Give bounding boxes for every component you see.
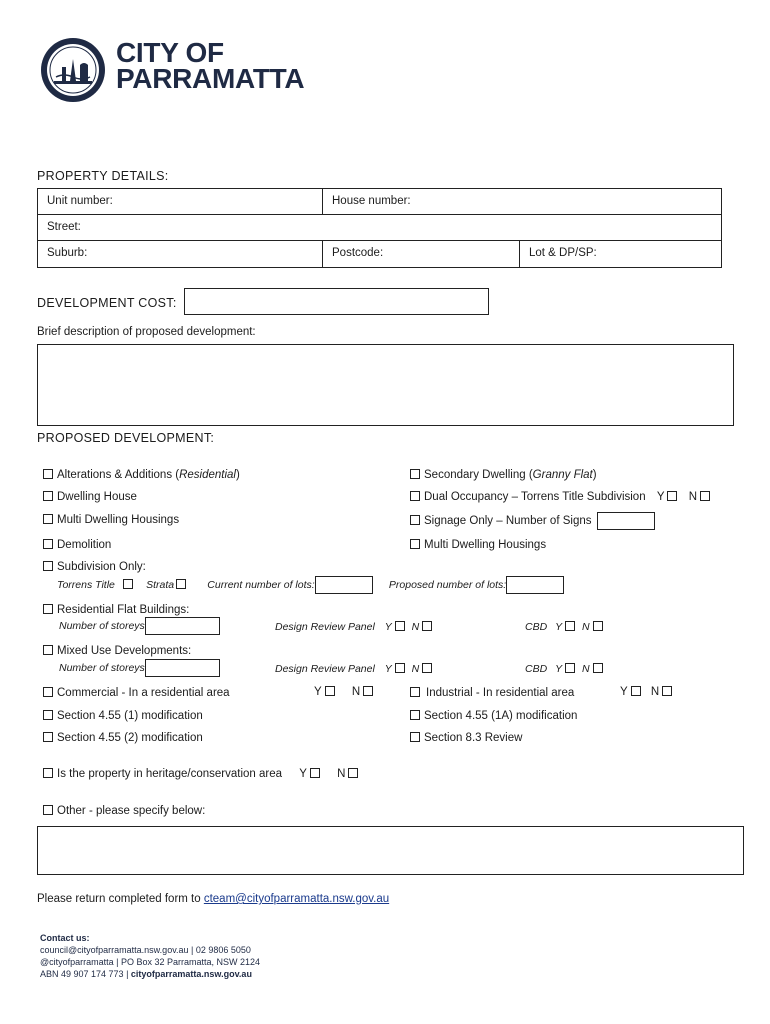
development-cost-input[interactable] — [184, 288, 489, 315]
secondary-label-pre: Secondary Dwelling ( — [424, 469, 533, 481]
heritage-label: Is the property in heritage/conservation area — [57, 768, 283, 780]
mu-drp-yes-checkbox[interactable] — [395, 663, 405, 673]
industrial-label: Industrial - In residential area — [426, 687, 575, 699]
yes-label: Y — [384, 621, 392, 633]
return-instruction — [37, 893, 389, 905]
city-wordmark — [116, 37, 305, 94]
current-lots-label: Current number of lots: — [207, 579, 315, 592]
mu-drp-no-checkbox[interactable] — [422, 663, 432, 673]
mu-storeys-label: Number of storeys — [59, 662, 145, 675]
rfb-cbd-yes-checkbox[interactable] — [565, 621, 575, 631]
s83-option — [410, 732, 522, 744]
contact-line2: @cityofparramatta | PO Box 32 Parramatta, NSW 2124 — [40, 957, 261, 967]
postcode-field[interactable] — [323, 241, 520, 267]
demolition-label: Demolition — [57, 539, 112, 551]
yes-label: Y — [314, 686, 322, 698]
return-text: Please return completed form to — [37, 893, 204, 905]
dual-occupancy-no-checkbox[interactable] — [700, 491, 710, 501]
secondary-label-post: ) — [592, 469, 597, 481]
table-row — [38, 189, 721, 215]
residential-flat-label: Residential Flat Buildings: — [57, 604, 190, 616]
commercial-label: Commercial - In a residential area — [57, 687, 230, 699]
mu-storeys-input[interactable] — [145, 659, 220, 677]
torrens-title-checkbox[interactable] — [123, 579, 133, 589]
signage-label: Signage Only – Number of Signs — [424, 515, 592, 528]
mixed-use-checkbox[interactable] — [43, 645, 53, 655]
mu-storeys-row — [59, 659, 220, 677]
house-number-label: House number: — [332, 195, 411, 207]
dual-occupancy-option — [410, 491, 710, 503]
street-label: Street: — [47, 221, 81, 233]
no-label: N — [582, 663, 590, 675]
wordmark-line1: CITY OF — [116, 37, 224, 68]
secondary-dwelling-option — [410, 469, 597, 481]
mixed-use-label: Mixed Use Developments: — [57, 645, 192, 657]
suburb-field[interactable] — [38, 241, 323, 267]
s455-2-option — [43, 732, 203, 744]
alterations-checkbox[interactable] — [43, 469, 53, 479]
rfb-drp-no-checkbox[interactable] — [422, 621, 432, 631]
demolition-option — [43, 539, 111, 551]
residential-flat-checkbox[interactable] — [43, 604, 53, 614]
postcode-label: Postcode: — [332, 247, 384, 259]
no-label: N — [351, 686, 361, 698]
multi-dwelling-right-option — [410, 539, 546, 551]
dual-occupancy-label: Dual Occupancy – Torrens Title Subdivision — [424, 491, 646, 503]
subdivision-option — [43, 561, 146, 573]
industrial-yes-checkbox[interactable] — [631, 686, 641, 696]
heritage-option — [43, 768, 358, 780]
industrial-no-checkbox[interactable] — [662, 686, 672, 696]
signage-option — [410, 512, 655, 530]
multi-dwelling-right-label: Multi Dwelling Housings — [424, 539, 547, 551]
property-details-title: PROPERTY DETAILS: — [37, 169, 169, 183]
no-label: N — [411, 621, 420, 633]
lot-dp-field[interactable] — [520, 241, 721, 267]
yes-label: Y — [555, 663, 563, 675]
contact-block — [40, 932, 260, 980]
multi-dwelling-right-checkbox[interactable] — [410, 539, 420, 549]
multi-dwelling-left-checkbox[interactable] — [43, 514, 53, 524]
commercial-yes-checkbox[interactable] — [325, 686, 335, 696]
proposed-lots-label: Proposed number of lots: — [388, 579, 507, 592]
dual-occupancy-checkbox[interactable] — [410, 491, 420, 501]
rfb-design-review — [275, 621, 432, 633]
contact-title: Contact us: — [40, 933, 90, 943]
no-label: N — [688, 491, 697, 503]
dwelling-house-option — [43, 491, 137, 503]
torrens-title-label: Torrens Title — [57, 579, 115, 592]
website-link[interactable]: cityofparramatta.nsw.gov.au — [130, 969, 252, 979]
yes-label: Y — [384, 663, 392, 675]
alterations-label-pre: Alterations & Additions ( — [57, 469, 180, 481]
subdivision-checkbox[interactable] — [43, 561, 53, 571]
return-email-link[interactable]: cteam@cityofparramatta.nsw.gov.au — [203, 893, 390, 905]
proposed-lots-input[interactable] — [506, 576, 564, 594]
mu-design-review — [275, 663, 432, 675]
alterations-option — [43, 469, 240, 481]
alterations-label-italic: Residential — [179, 469, 236, 481]
no-label: N — [650, 686, 660, 698]
strata-checkbox[interactable] — [176, 579, 186, 589]
residential-flat-option — [43, 604, 189, 616]
mixed-use-option — [43, 645, 191, 657]
s455-1-option — [43, 710, 203, 722]
subdivision-label: Subdivision Only: — [57, 561, 146, 573]
dual-occupancy-yes-checkbox[interactable] — [667, 491, 677, 501]
s455-2-label: Section 4.55 (2) modification — [57, 732, 203, 744]
commercial-option — [43, 687, 230, 699]
description-label: Brief description of proposed development: — [37, 326, 256, 338]
suburb-label: Suburb: — [47, 247, 88, 259]
commercial-no-checkbox[interactable] — [363, 686, 373, 696]
other-textarea[interactable] — [37, 826, 744, 875]
heritage-yes-checkbox[interactable] — [310, 768, 320, 778]
demolition-checkbox[interactable] — [43, 539, 53, 549]
development-cost-label: DEVELOPMENT COST: — [37, 296, 177, 310]
table-row — [38, 241, 721, 267]
table-row — [38, 215, 721, 241]
s455-1a-label: Section 4.55 (1A) modification — [424, 710, 578, 722]
s455-1a-checkbox[interactable] — [410, 710, 420, 720]
rfb-cbd-no-checkbox[interactable] — [593, 621, 603, 631]
heritage-checkbox[interactable] — [43, 768, 53, 778]
alterations-label-post: ) — [236, 469, 240, 481]
yes-label: Y — [299, 768, 307, 780]
cbd-label: CBD — [525, 621, 548, 633]
no-label: N — [411, 663, 420, 675]
secondary-label-italic: Granny Flat — [532, 469, 593, 481]
dwelling-house-label: Dwelling House — [57, 491, 137, 503]
other-checkbox[interactable] — [43, 805, 53, 815]
contact-line3 — [40, 968, 260, 980]
s83-label: Section 8.3 Review — [424, 732, 523, 744]
description-textarea[interactable] — [37, 344, 734, 426]
number-of-signs-input[interactable] — [597, 512, 655, 530]
mu-cbd-yes-checkbox[interactable] — [565, 663, 575, 673]
contact-line1: council@cityofparramatta.nsw.gov.au | 02 9806 5050 — [40, 945, 251, 955]
cbd-label: CBD — [525, 663, 548, 675]
city-logo-seal — [40, 37, 106, 103]
s83-checkbox[interactable] — [410, 732, 420, 742]
secondary-dwelling-checkbox[interactable] — [410, 469, 420, 479]
multi-dwelling-left-label: Multi Dwelling Housings — [57, 514, 180, 526]
s455-2-checkbox[interactable] — [43, 732, 53, 742]
house-number-field[interactable] — [323, 189, 721, 214]
wordmark-line2: PARRAMATTA — [116, 63, 305, 94]
yes-label: Y — [620, 686, 628, 698]
abn-text: ABN 49 907 174 773 | — [40, 969, 131, 979]
signage-checkbox[interactable] — [410, 515, 420, 525]
rfb-cbd — [525, 621, 603, 633]
other-label: Other - please specify below: — [57, 805, 206, 817]
mu-cbd — [525, 663, 603, 675]
rfb-storeys-input[interactable] — [145, 617, 220, 635]
yes-label: Y — [656, 491, 665, 503]
rfb-storeys-label: Number of storeys — [59, 620, 145, 633]
commercial-checkbox[interactable] — [43, 687, 53, 697]
property-details-table — [37, 188, 722, 268]
design-review-label: Design Review Panel — [275, 663, 375, 675]
unit-number-field[interactable] — [38, 189, 323, 214]
heritage-no-checkbox[interactable] — [348, 768, 358, 778]
other-option — [43, 805, 205, 817]
s455-1a-option — [410, 710, 577, 722]
industrial-checkbox[interactable] — [410, 687, 420, 697]
mu-cbd-no-checkbox[interactable] — [593, 663, 603, 673]
commercial-yn — [314, 686, 373, 698]
rfb-drp-yes-checkbox[interactable] — [395, 621, 405, 631]
current-lots-input[interactable] — [315, 576, 373, 594]
no-label: N — [582, 621, 590, 633]
street-field[interactable] — [38, 215, 721, 240]
no-label: N — [337, 768, 346, 780]
multi-dwelling-left-option — [43, 514, 179, 526]
dwelling-house-checkbox[interactable] — [43, 491, 53, 501]
unit-number-label: Unit number: — [47, 195, 113, 207]
s455-1-checkbox[interactable] — [43, 710, 53, 720]
s455-1-label: Section 4.55 (1) modification — [57, 710, 203, 722]
yes-label: Y — [555, 621, 563, 633]
subdivision-details — [57, 576, 564, 594]
industrial-option — [410, 687, 574, 699]
proposed-development-title: PROPOSED DEVELOPMENT: — [37, 431, 215, 445]
design-review-label: Design Review Panel — [275, 621, 375, 633]
strata-label: Strata — [146, 579, 175, 592]
industrial-yn — [620, 686, 672, 698]
lot-dp-label: Lot & DP/SP: — [529, 247, 597, 259]
rfb-storeys-row — [59, 617, 220, 635]
